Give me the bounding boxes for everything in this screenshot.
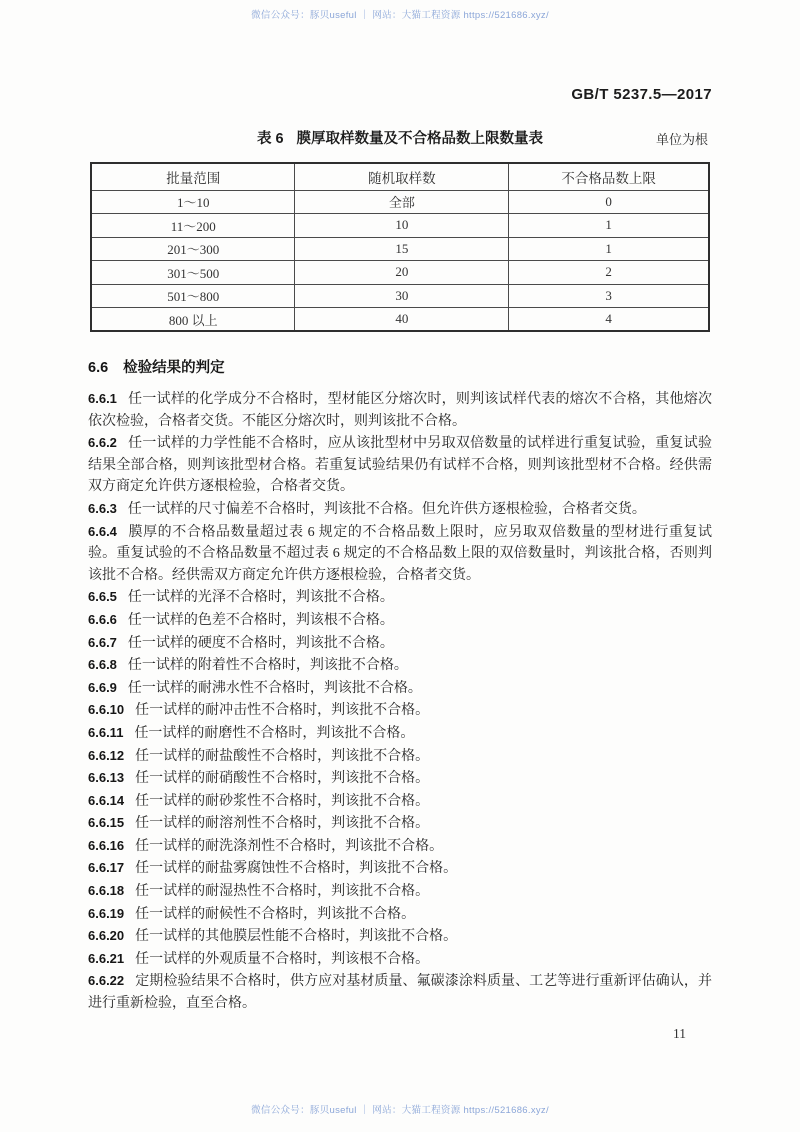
clause-number: 6.6.9 bbox=[88, 679, 117, 695]
clause-text: 任一试样的耐沸水性不合格时，判该批不合格。 bbox=[127, 680, 422, 696]
clause-number: 6.6.2 bbox=[88, 435, 117, 451]
table-row bbox=[91, 284, 709, 308]
cell-random-sample-count: 全部 bbox=[295, 190, 509, 214]
clause-list bbox=[88, 388, 712, 1015]
clause bbox=[88, 925, 712, 948]
cell-batch-range: 11～200 bbox=[91, 214, 295, 238]
clause bbox=[88, 857, 712, 880]
col-header-defect-limit: 不合格品数上限 bbox=[509, 163, 709, 190]
col-header-random-sample-count: 随机取样数 bbox=[295, 163, 509, 190]
cell-batch-range: 201～300 bbox=[91, 237, 295, 261]
cell-defect-limit: 4 bbox=[509, 308, 709, 332]
clause-text: 任一试样的附着性不合格时，判该批不合格。 bbox=[127, 658, 408, 674]
clause-text: 任一试样的耐溶剂性不合格时，判该批不合格。 bbox=[135, 816, 430, 832]
table-row bbox=[91, 261, 709, 285]
clause-text: 任一试样的光泽不合格时，判该批不合格。 bbox=[127, 590, 394, 606]
table-unit-note: 单位为根 bbox=[655, 132, 708, 147]
clause bbox=[88, 948, 712, 971]
clause-text: 任一试样的耐硝酸性不合格时，判该批不合格。 bbox=[135, 771, 430, 787]
cell-random-sample-count: 20 bbox=[295, 261, 509, 285]
cell-defect-limit: 1 bbox=[509, 214, 709, 238]
clause-number: 6.6.17 bbox=[88, 860, 125, 876]
table-row bbox=[91, 190, 709, 214]
page-number: 11 bbox=[673, 1026, 686, 1041]
clause-number: 6.6.5 bbox=[88, 589, 117, 605]
table-caption-row bbox=[90, 127, 710, 148]
clause bbox=[88, 498, 712, 521]
clause-number: 6.6.14 bbox=[88, 792, 125, 808]
standard-code: GB/T 5237.5—2017 bbox=[571, 86, 712, 103]
clause bbox=[88, 745, 712, 768]
clause-text: 任一试样的尺寸偏差不合格时，判该批不合格。但允许供方逐根检验，合格者交货。 bbox=[127, 501, 646, 517]
col-header-batch-range: 批量范围 bbox=[91, 163, 295, 190]
table-row bbox=[91, 308, 709, 332]
clause-number: 6.6.13 bbox=[88, 770, 125, 786]
table-caption-title: 膜厚取样数量及不合格品数上限数量表 bbox=[296, 131, 544, 147]
clause-number: 6.6.10 bbox=[88, 702, 125, 718]
clause-number: 6.6.19 bbox=[88, 905, 125, 921]
clause-text: 任一试样的硬度不合格时，判该批不合格。 bbox=[127, 635, 394, 651]
clause-number: 6.6.20 bbox=[88, 928, 125, 944]
clause-text: 膜厚的不合格品数量超过表 6 规定的不合格品数上限时，应另取双倍数量的型材进行重复试验。重复试验的不合格品数量不超过表 6 规定的不合格品数上限的双倍数量时，判该批合格，否则判该批不合格。经供需双方商定允许供方逐根检验，合格者交货。 bbox=[88, 524, 712, 583]
clause-number: 6.6.6 bbox=[88, 611, 117, 627]
table-header-row bbox=[91, 163, 709, 190]
table-caption-label: 表 6 bbox=[256, 131, 284, 147]
clause bbox=[88, 521, 712, 587]
clause bbox=[88, 722, 712, 745]
clause-text: 任一试样的其他膜层性能不合格时，判该批不合格。 bbox=[135, 929, 458, 945]
clause-number: 6.6.22 bbox=[88, 973, 125, 989]
clause bbox=[88, 812, 712, 835]
clause-text: 任一试样的耐盐酸性不合格时，判该批不合格。 bbox=[135, 748, 430, 764]
clause-text: 任一试样的耐湿热性不合格时，判该批不合格。 bbox=[135, 884, 430, 900]
clause-text: 定期检验结果不合格时，供方应对基材质量、氟碳漆涂料质量、工艺等进行重新评估确认，并进行重新检验，直至合格。 bbox=[88, 974, 712, 1012]
clause bbox=[88, 632, 712, 655]
clause-number: 6.6.3 bbox=[88, 500, 117, 516]
watermark-bottom: 微信公众号：豚贝useful ｜ 网站：大猫工程资源 https://521686.xyz/ bbox=[251, 1105, 549, 1116]
clause-text: 任一试样的耐盐雾腐蚀性不合格时，判该批不合格。 bbox=[135, 861, 458, 877]
clause-number: 6.6.4 bbox=[88, 523, 117, 539]
clause bbox=[88, 767, 712, 790]
clause-text: 任一试样的色差不合格时，判该根不合格。 bbox=[127, 612, 394, 628]
clause-number: 6.6.18 bbox=[88, 883, 125, 899]
clause-text: 任一试样的耐冲击性不合格时，判该批不合格。 bbox=[135, 703, 430, 719]
clause-number: 6.6.1 bbox=[88, 391, 117, 406]
clause-text: 任一试样的耐磨性不合格时，判该批不合格。 bbox=[134, 725, 415, 741]
cell-random-sample-count: 40 bbox=[295, 308, 509, 332]
clause bbox=[88, 654, 712, 677]
cell-batch-range: 501～800 bbox=[91, 284, 295, 308]
table-body bbox=[91, 190, 709, 331]
clause-text: 任一试样的耐候性不合格时，判该批不合格。 bbox=[135, 906, 416, 922]
clause-text: 任一试样的外观质量不合格时，判该根不合格。 bbox=[135, 951, 430, 967]
clause-number: 6.6.11 bbox=[88, 724, 124, 740]
clause bbox=[88, 903, 712, 926]
clause-number: 6.6.8 bbox=[88, 657, 117, 673]
watermark-top: 微信公众号：豚贝useful ｜ 网站：大猫工程资源 https://521686.xyz/ bbox=[251, 10, 549, 21]
clause bbox=[88, 388, 712, 432]
cell-defect-limit: 1 bbox=[509, 237, 709, 261]
clause-number: 6.6.16 bbox=[88, 837, 125, 853]
cell-batch-range: 301～500 bbox=[91, 261, 295, 285]
clause bbox=[88, 880, 712, 903]
section-heading bbox=[88, 356, 712, 377]
cell-batch-range: 1～10 bbox=[91, 190, 295, 214]
section-title: 检验结果的判定 bbox=[123, 360, 225, 376]
clause-text: 任一试样的化学成分不合格时，型材能区分熔次时，则判该试样代表的熔次不合格，其他熔次依次检验，合格者交货。不能区分熔次时，则判该批不合格。 bbox=[88, 392, 712, 429]
sampling-table bbox=[90, 162, 710, 332]
cell-random-sample-count: 30 bbox=[295, 284, 509, 308]
section-number: 6.6 bbox=[88, 360, 109, 376]
clause bbox=[88, 586, 712, 609]
clause bbox=[88, 835, 712, 858]
cell-defect-limit: 0 bbox=[509, 190, 709, 214]
clause bbox=[88, 699, 712, 722]
table-row bbox=[91, 214, 709, 238]
clause bbox=[88, 970, 712, 1014]
clause-text: 任一试样的力学性能不合格时，应从该批型材中另取双倍数量的试样进行重复试验，重复试验结果全部合格，则判该批型材合格。若重复试验结果仍有试样不合格，则判该批型材不合格。经供需双方商定允许供方逐根检验，合格者交货。 bbox=[88, 436, 712, 495]
clause-text: 任一试样的耐洗涤剂性不合格时，判该批不合格。 bbox=[135, 838, 444, 854]
clause bbox=[88, 677, 712, 700]
cell-defect-limit: 2 bbox=[509, 261, 709, 285]
table-row bbox=[91, 237, 709, 261]
clause-number: 6.6.7 bbox=[88, 634, 117, 650]
cell-defect-limit: 3 bbox=[509, 284, 709, 308]
clause-number: 6.6.21 bbox=[88, 950, 125, 966]
clause bbox=[88, 790, 712, 813]
cell-batch-range: 800 以上 bbox=[91, 308, 295, 332]
clause-number: 6.6.15 bbox=[88, 815, 125, 831]
clause bbox=[88, 432, 712, 498]
clause-text: 任一试样的耐砂浆性不合格时，判该批不合格。 bbox=[135, 793, 430, 809]
cell-random-sample-count: 10 bbox=[295, 214, 509, 238]
cell-random-sample-count: 15 bbox=[295, 237, 509, 261]
clause bbox=[88, 609, 712, 632]
clause-number: 6.6.12 bbox=[88, 747, 125, 763]
